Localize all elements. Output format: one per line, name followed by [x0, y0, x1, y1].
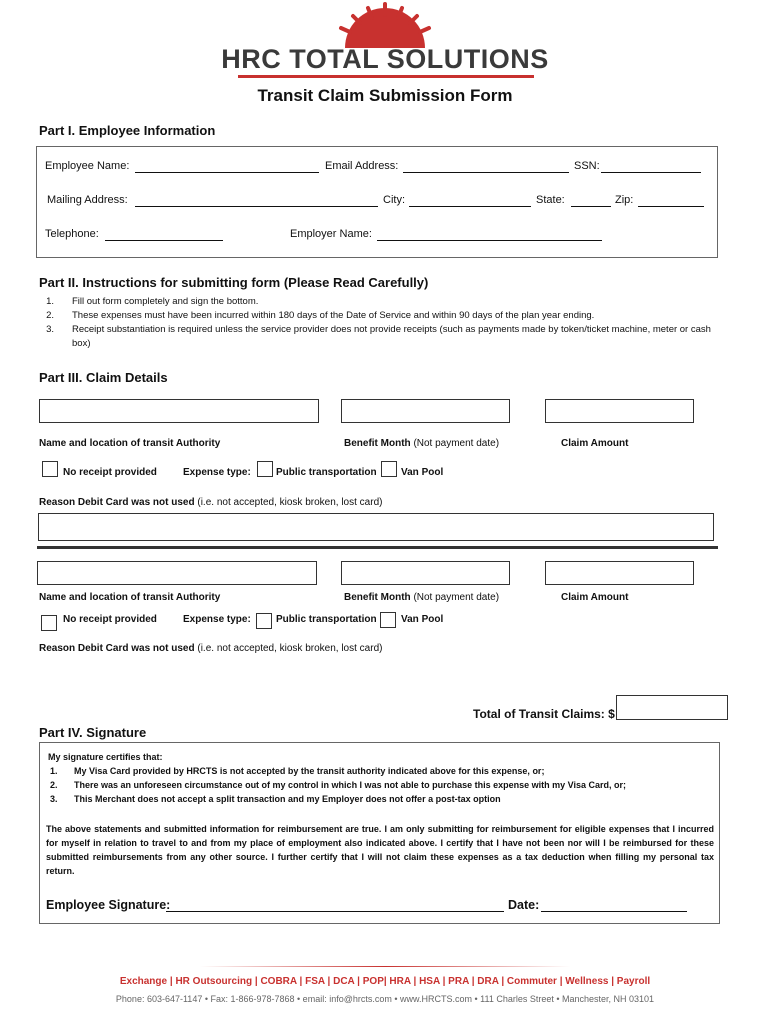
part3-title: Part III. Claim Details — [39, 370, 168, 385]
ssn-field[interactable] — [601, 172, 701, 173]
claim-amount-label: Claim Amount — [561, 592, 629, 603]
employer-name-field[interactable] — [377, 240, 602, 241]
public-transportation-checkbox[interactable] — [256, 613, 272, 629]
total-input[interactable] — [616, 695, 728, 720]
logo-text: HRC TOTAL SOLUTIONS — [221, 44, 549, 74]
part2-title: Part II. Instructions for submitting form (Please Read Carefully) — [39, 275, 429, 290]
benefit-month-label: Benefit Month (Not payment date) — [344, 592, 500, 603]
part4-title: Part IV. Signature — [39, 725, 147, 740]
zip-label: Zip: — [615, 194, 634, 206]
footer-services: Exchange | HR Outsourcing | COBRA | FSA | DCA | POP| HRA | HSA | PRA | DRA | Commuter | Wellness | Payroll — [119, 976, 651, 987]
claim-amount-input[interactable] — [545, 399, 694, 423]
reason-label: Reason Debit Card was not used (i.e. not accepted, kiosk broken, lost card) — [39, 643, 383, 654]
logo-underline — [238, 75, 534, 78]
state-field[interactable] — [571, 206, 611, 207]
benefit-month-input[interactable] — [341, 561, 510, 585]
benefit-month-input[interactable] — [341, 399, 510, 423]
benefit-month-label: Benefit Month (Not payment date) — [344, 438, 500, 449]
certify-item: 1. My Visa Card provided by HRCTS is not accepted by the transit authority indicated above for this expense, or; — [50, 766, 545, 776]
reason-label: Reason Debit Card was not used (i.e. not accepted, kiosk broken, lost card) — [39, 497, 383, 508]
claim-amount-input[interactable] — [545, 561, 694, 585]
employee-signature-label: Employee Signature: — [46, 898, 171, 912]
total-label: Total of Transit Claims: $ — [473, 707, 615, 721]
ssn-label: SSN: — [574, 160, 600, 172]
public-transportation-checkbox[interactable] — [257, 461, 273, 477]
footer-divider — [200, 966, 570, 967]
van-pool-checkbox[interactable] — [380, 612, 396, 628]
signature-date-field[interactable] — [541, 911, 687, 912]
mailing-address-field[interactable] — [135, 206, 378, 207]
employer-name-label: Employer Name: — [290, 228, 372, 240]
transit-authority-input[interactable] — [39, 399, 319, 423]
city-field[interactable] — [409, 206, 531, 207]
claim-amount-label: Claim Amount — [561, 438, 629, 449]
telephone-field[interactable] — [105, 240, 223, 241]
public-transportation-label: Public transportation — [276, 614, 377, 625]
certify-item: 2. There was an unforeseen circumstance out of my control in which I was not able to purchase this expense with my Visa Card, or; — [50, 780, 626, 790]
certify-item: 3. This Merchant does not accept a split transaction and my Employer does not offer a post-tax option — [50, 794, 501, 804]
no-receipt-label: No receipt provided — [63, 467, 157, 478]
certifies-heading: My signature certifies that: — [48, 752, 163, 762]
van-pool-checkbox[interactable] — [381, 461, 397, 477]
reason-input[interactable] — [38, 513, 714, 541]
expense-type-label: Expense type: — [183, 467, 251, 478]
no-receipt-checkbox[interactable] — [42, 461, 58, 477]
van-pool-label: Van Pool — [401, 614, 444, 625]
state-label: State: — [536, 194, 565, 206]
transit-authority-input[interactable] — [37, 561, 317, 585]
footer-contact: Phone: 603-647-1147 • Fax: 1-866-978-7868 • email: info@hrcts.com • www.HRCTS.com • 111 Charles Street • Manchester, NH 03101 — [115, 994, 655, 1004]
sunburst-logo-icon — [322, 2, 448, 48]
employee-name-label: Employee Name: — [45, 160, 130, 172]
city-label: City: — [383, 194, 405, 206]
employee-signature-field[interactable] — [166, 911, 504, 912]
certification-statement: The above statements and submitted information for reimbursement are true. I am only submitting for reimbursement for eligible expenses that I incurred for myself in relation to travel to and from my place of employment also indicated above. I certify that I have not been nor will I be reimbursed for these submitted reimbursements from any other source. I further certify that I will not claim these expenses as a tax deduction when filling my personal tax return. — [46, 824, 714, 876]
employee-name-field[interactable] — [135, 172, 319, 173]
transit-authority-label: Name and location of transit Authority — [39, 438, 221, 449]
van-pool-label: Van Pool — [401, 467, 444, 478]
form-title: Transit Claim Submission Form — [257, 86, 513, 105]
mailing-address-label: Mailing Address: — [47, 194, 128, 206]
instruction-item: 2. These expenses must have been incurred within 180 days of the Date of Service and within 90 days of the plan year ending. — [46, 310, 595, 321]
transit-authority-label: Name and location of transit Authority — [39, 592, 221, 603]
no-receipt-checkbox[interactable] — [41, 615, 57, 631]
telephone-label: Telephone: — [45, 228, 99, 240]
email-field[interactable] — [403, 172, 569, 173]
zip-field[interactable] — [638, 206, 704, 207]
email-label: Email Address: — [325, 160, 399, 172]
public-transportation-label: Public transportation — [276, 467, 377, 478]
instruction-item: 3. Receipt substantiation is required unless the service provider does not provide receipts (such as payments made by token/ticket machine, meter or cash box) — [46, 324, 711, 349]
part1-title: Part I. Employee Information — [39, 123, 216, 138]
no-receipt-label: No receipt provided — [63, 614, 157, 625]
date-label: Date: — [508, 898, 540, 912]
instruction-item: 1. Fill out form completely and sign the bottom. — [46, 296, 259, 307]
claim-divider — [37, 546, 718, 549]
expense-type-label: Expense type: — [183, 614, 251, 625]
